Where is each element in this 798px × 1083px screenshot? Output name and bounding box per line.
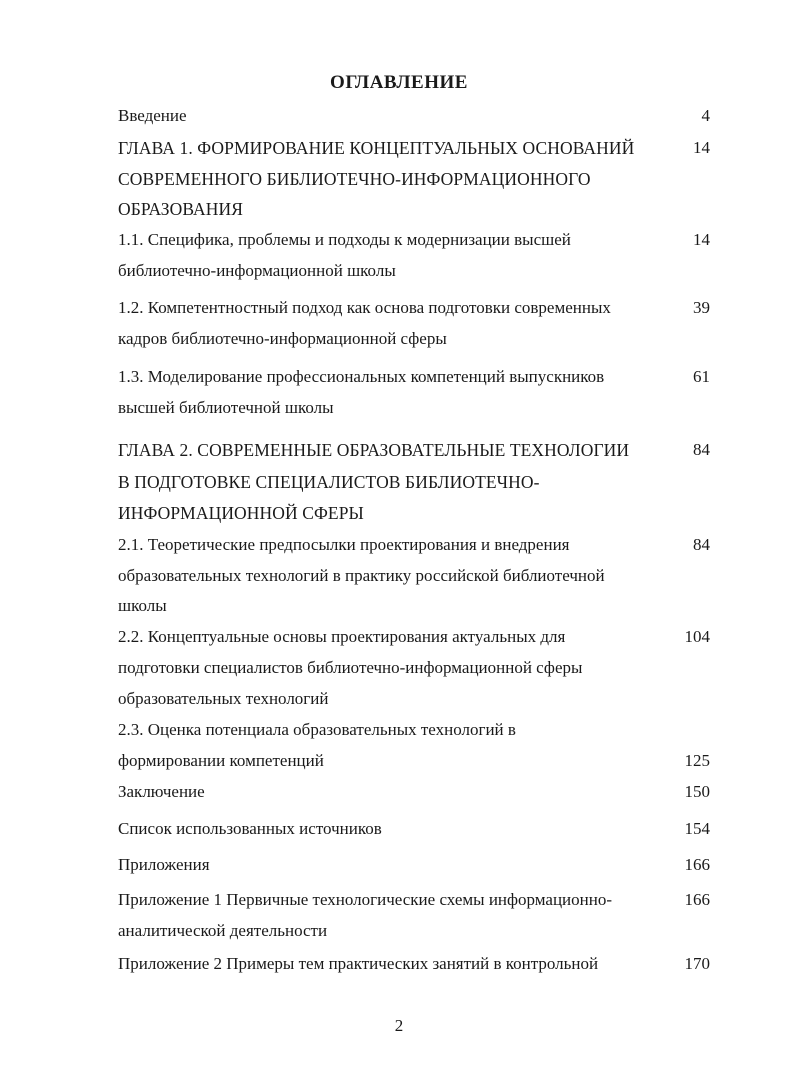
toc-entry-1-3-line-2: высшей библиотечной школы [118, 398, 334, 417]
toc-entry-appendix-1-line-1: Приложение 1 Первичные технологические схемы информационно- [118, 890, 613, 909]
toc-entry-1-1-line-1: 1.1. Специфика, проблемы и подходы к модернизации высшей [118, 230, 571, 249]
toc-page-references: 154 [684, 819, 710, 838]
toc-entry-intro: Введение [118, 106, 187, 125]
toc-entry-chapter-1-line-2: СОВРЕМЕННОГО БИБЛИОТЕЧНО-ИНФОРМАЦИОННОГО [118, 169, 591, 189]
toc-page-intro: 4 [701, 106, 710, 125]
toc-entry-1-3-line-1: 1.3. Моделирование профессиональных компетенций выпускников [118, 367, 605, 386]
toc-page-2-3: 125 [684, 751, 710, 770]
toc-page-1-1: 14 [693, 230, 710, 249]
toc-title: ОГЛАВЛЕНИЕ [330, 72, 468, 93]
toc-entry-chapter-2-line-3: ИНФОРМАЦИОННОЙ СФЕРЫ [118, 503, 364, 523]
toc-entry-1-1-line-2: библиотечно-информационной школы [118, 261, 396, 280]
toc-entry-2-1-line-3: школы [118, 596, 167, 615]
toc-entry-2-1-line-1: 2.1. Теоретические предпосылки проектирования и внедрения [118, 535, 570, 554]
toc-entry-references: Список использованных источников [118, 819, 382, 838]
page-number: 2 [394, 1016, 404, 1035]
toc-page-2-2: 104 [684, 627, 710, 646]
toc-page-1-3: 61 [693, 367, 710, 386]
toc-entry-1-2-line-2: кадров библиотечно-информационной сферы [118, 329, 447, 348]
toc-page-appendix-2: 170 [684, 954, 710, 973]
toc-entry-2-3-line-1: 2.3. Оценка потенциала образовательных технологий в [118, 720, 516, 739]
toc-page-chapter-2: 84 [693, 440, 710, 459]
toc-page-appendices: 166 [684, 855, 710, 874]
toc-entry-chapter-2-line-1: ГЛАВА 2. СОВРЕМЕННЫЕ ОБРАЗОВАТЕЛЬНЫЕ ТЕХНОЛОГИИ [118, 440, 630, 460]
toc-entry-appendix-2-line-1: Приложение 2 Примеры тем практических занятий в контрольной [118, 954, 599, 973]
toc-entry-appendices: Приложения [118, 855, 210, 874]
toc-entry-2-2-line-1: 2.2. Концептуальные основы проектирования актуальных для [118, 627, 566, 646]
toc-entry-chapter-2-line-2: В ПОДГОТОВКЕ СПЕЦИАЛИСТОВ БИБЛИОТЕЧНО- [118, 472, 540, 492]
toc-entry-2-2-line-2: подготовки специалистов библиотечно-информационной сферы [118, 658, 583, 677]
toc-entry-2-3-line-2: формировании компетенций [118, 751, 324, 770]
toc-page-chapter-1: 14 [693, 138, 710, 157]
toc-entry-appendix-1-line-2: аналитической деятельности [118, 921, 328, 940]
toc-entry-chapter-1-line-3: ОБРАЗОВАНИЯ [118, 199, 244, 219]
toc-entry-2-2-line-3: образовательных технологий [118, 689, 329, 708]
toc-entry-1-2-line-1: 1.2. Компетентностный подход как основа подготовки современных [118, 298, 611, 317]
toc-entry-2-1-line-2: образовательных технологий в практику российской библиотечной [118, 566, 605, 585]
toc-page-1-2: 39 [693, 298, 710, 317]
toc-entry-chapter-1-line-1: ГЛАВА 1. ФОРМИРОВАНИЕ КОНЦЕПТУАЛЬНЫХ ОСНОВАНИЙ [118, 138, 635, 158]
toc-page-appendix-1: 166 [684, 890, 710, 909]
toc-page-conclusion: 150 [684, 782, 710, 801]
toc-entry-conclusion: Заключение [118, 782, 205, 801]
toc-page-2-1: 84 [693, 535, 710, 554]
